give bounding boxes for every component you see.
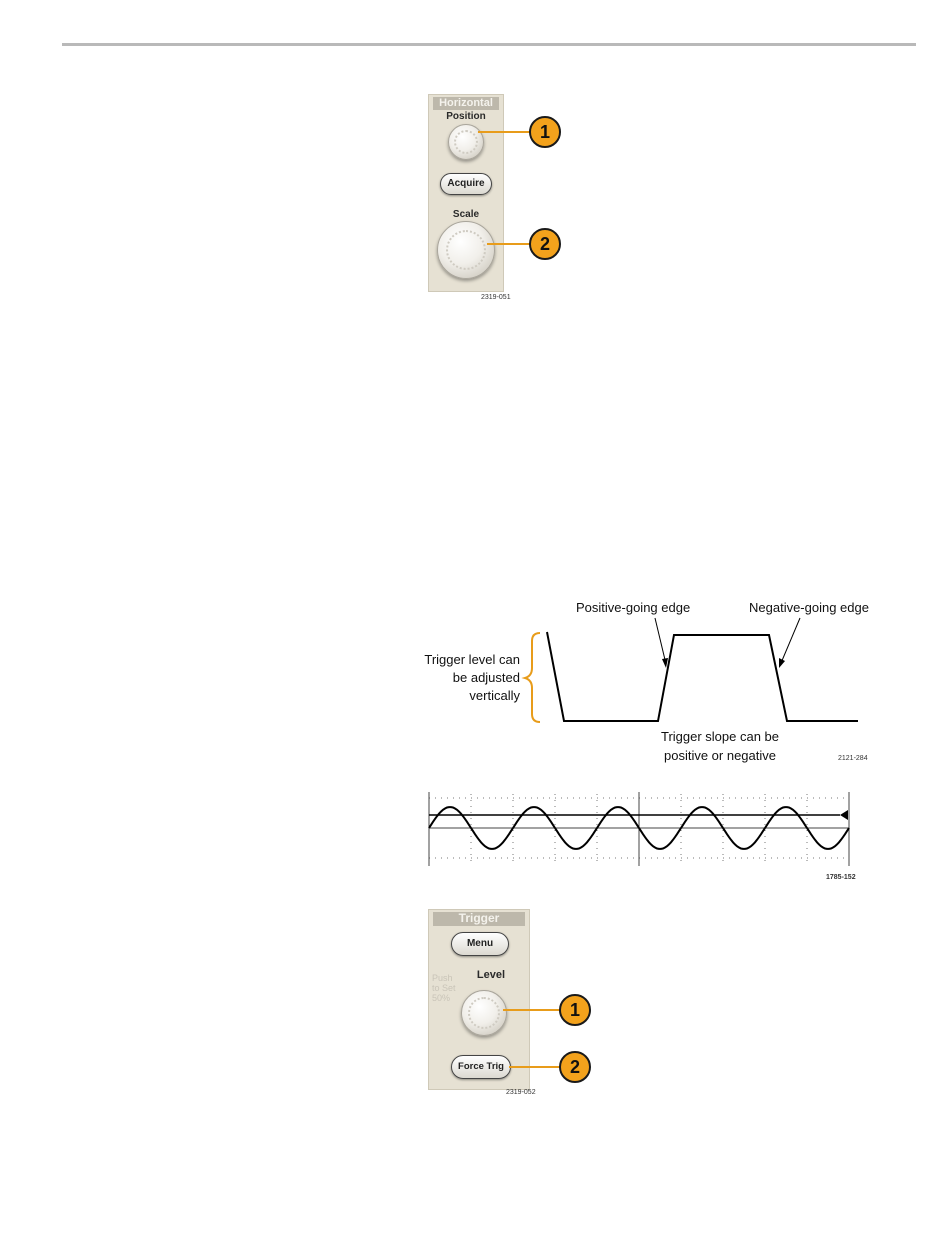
figure-id-horizontal: 2319-051 <box>481 294 511 301</box>
callout-1-level: 1 <box>559 994 591 1026</box>
figure-id-trigger: 2319-052 <box>506 1089 536 1096</box>
position-label: Position <box>446 111 486 122</box>
push-label-line-3: 50% <box>432 993 451 1003</box>
trigger-level-marker <box>840 810 848 820</box>
trigger-level-line-2: be adjusted <box>452 670 520 685</box>
trigger-panel-header: Trigger <box>433 912 525 926</box>
trigger-level-line-1: Trigger level can <box>424 652 520 667</box>
push-label-line-1: Push <box>432 973 453 983</box>
positive-edge-arrow <box>655 618 666 664</box>
sine-graticule-diagram <box>424 789 854 874</box>
callout-line-1-level <box>503 1009 560 1011</box>
trigger-slope-line-1: Trigger slope can be <box>660 729 780 744</box>
negative-edge-arrowhead <box>779 658 785 668</box>
horizontal-panel-header: Horizontal <box>433 97 499 110</box>
figure-id-waveform: 2121-284 <box>838 755 868 762</box>
callout-1-position: 1 <box>529 116 561 148</box>
push-label-line-2: to Set <box>432 983 456 993</box>
force-trig-button[interactable]: Force Trig <box>451 1055 511 1079</box>
trigger-level-bracket <box>525 633 540 722</box>
callout-2-scale: 2 <box>529 228 561 260</box>
negative-edge-label: Negative-going edge <box>749 600 869 615</box>
negative-edge-arrow <box>781 618 800 663</box>
square-pulse-trace <box>547 632 858 721</box>
trigger-slope-line-2: positive or negative <box>663 748 776 763</box>
scale-label: Scale <box>452 209 480 220</box>
positive-edge-label: Positive-going edge <box>576 600 691 615</box>
callout-line-2-force-trig <box>509 1066 560 1068</box>
acquire-button[interactable]: Acquire <box>440 173 492 195</box>
trigger-panel-photo <box>428 909 530 1090</box>
positive-edge-arrowhead <box>662 658 668 668</box>
level-knob[interactable] <box>461 990 507 1036</box>
trigger-level-line-3: vertically <box>469 688 520 703</box>
callout-2-force-trig: 2 <box>559 1051 591 1083</box>
level-label: Level <box>476 969 506 981</box>
figure-id-sine: 1785-152 <box>826 874 856 881</box>
menu-button[interactable]: Menu <box>451 932 509 956</box>
